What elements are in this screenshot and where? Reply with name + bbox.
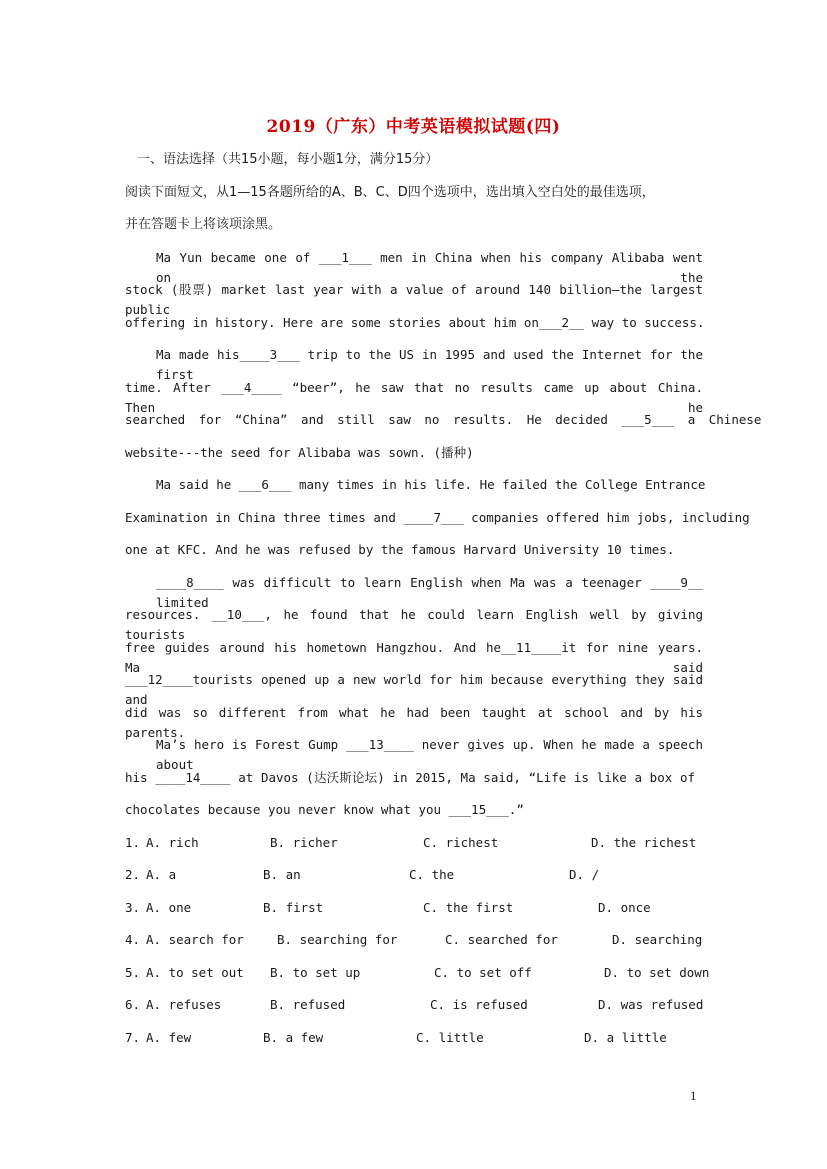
question-number: 2.	[125, 867, 141, 882]
option-c: C. the	[409, 867, 455, 882]
option-b: B. a few	[263, 1030, 324, 1045]
option-c: C. to set off	[434, 965, 532, 980]
option-b: B. first	[263, 900, 324, 915]
option-c: C. the first	[423, 900, 514, 915]
passage-line: Ma’s hero is Forest Gump ___13____ never gives up. When he made a speech about	[156, 737, 703, 772]
section-heading: 一、语法选择（共15小题，每小题1分，满分15分）	[137, 152, 439, 167]
instruction-line: 阅读下面短文，从1—15各题所给的A、B、C、D四个选项中，选出填入空白处的最佳选项，	[125, 185, 655, 200]
passage-line: Ma Yun became one of ___1___ men in China when his company Alibaba went on the	[156, 250, 703, 285]
passage-line: searched for “China” and still saw no results. He decided ___5___ a Chinese	[125, 412, 762, 427]
question-number: 4.	[125, 932, 141, 947]
option-b: B. refused	[270, 997, 346, 1012]
page-title: 2019（广东）中考英语模拟试题(四)	[266, 117, 561, 137]
passage-line: stock (股票) market last year with a value of around 140 billion—the largest public	[125, 282, 703, 317]
option-c: C. richest	[423, 835, 499, 850]
option-a: A. to set out	[146, 965, 244, 980]
question-number: 6.	[125, 997, 141, 1012]
option-c: C. is refused	[430, 997, 528, 1012]
option-a: A. refuses	[146, 997, 222, 1012]
passage-line: ___12____tourists opened up a new world for him because everything they said and	[125, 672, 703, 707]
option-a: A. search for	[146, 932, 244, 947]
passage-line: his ____14____ at Davos (达沃斯论坛) in 2015, Ma said, “Life is like a box of	[125, 770, 695, 785]
option-a: A. a	[146, 867, 177, 882]
question-number: 5.	[125, 965, 141, 980]
option-d: D. searching	[612, 932, 703, 947]
passage-line: time. After ___4____ “beer”, he saw that no results came up about China. Then he	[125, 380, 703, 415]
passage-line: one at KFC. And he was refused by the famous Harvard University 10 times.	[125, 542, 675, 557]
passage-line: Examination in China three times and ____7___ companies offered him jobs, including	[125, 510, 750, 525]
question-number: 7.	[125, 1030, 141, 1045]
option-a: A. rich	[146, 835, 199, 850]
option-b: B. richer	[270, 835, 338, 850]
option-d: D. was refused	[598, 997, 704, 1012]
option-d: D. a little	[584, 1030, 667, 1045]
option-c: C. searched for	[445, 932, 558, 947]
question-number: 1.	[125, 835, 141, 850]
passage-line: free guides around his hometown Hangzhou. And he__11____it for nine years. Ma said	[125, 640, 703, 675]
option-c: C. little	[416, 1030, 484, 1045]
option-a: A. one	[146, 900, 192, 915]
passage-line: did was so different from what he had been taught at school and by his parents.	[125, 705, 703, 740]
passage-line: Ma said he ___6___ many times in his life. He failed the College Entrance	[156, 477, 706, 492]
option-b: B. an	[263, 867, 301, 882]
passage-line: chocolates because you never know what you ___15___.”	[125, 802, 524, 817]
option-d: D. once	[598, 900, 651, 915]
question-number: 3.	[125, 900, 141, 915]
passage-line: ____8____ was difficult to learn English when Ma was a teenager ____9__ limited	[156, 575, 703, 610]
instruction-line: 并在答题卡上将该项涂黑。	[125, 217, 282, 232]
option-a: A. few	[146, 1030, 192, 1045]
option-d: D. to set down	[604, 965, 710, 980]
option-b: B. to set up	[270, 965, 361, 980]
option-b: B. searching for	[277, 932, 398, 947]
option-d: D. the richest	[591, 835, 697, 850]
page-number: 1	[690, 1088, 697, 1103]
passage-line: Ma made his____3___ trip to the US in 1995 and used the Internet for the first	[156, 347, 703, 382]
passage-line: resources. __10___, he found that he could learn English well by giving tourists	[125, 607, 703, 642]
passage-line: website---the seed for Alibaba was sown. (播种)	[125, 445, 474, 460]
option-d: D. /	[569, 867, 600, 882]
passage-line: offering in history. Here are some stories about him on___2__ way to success.	[125, 315, 705, 330]
